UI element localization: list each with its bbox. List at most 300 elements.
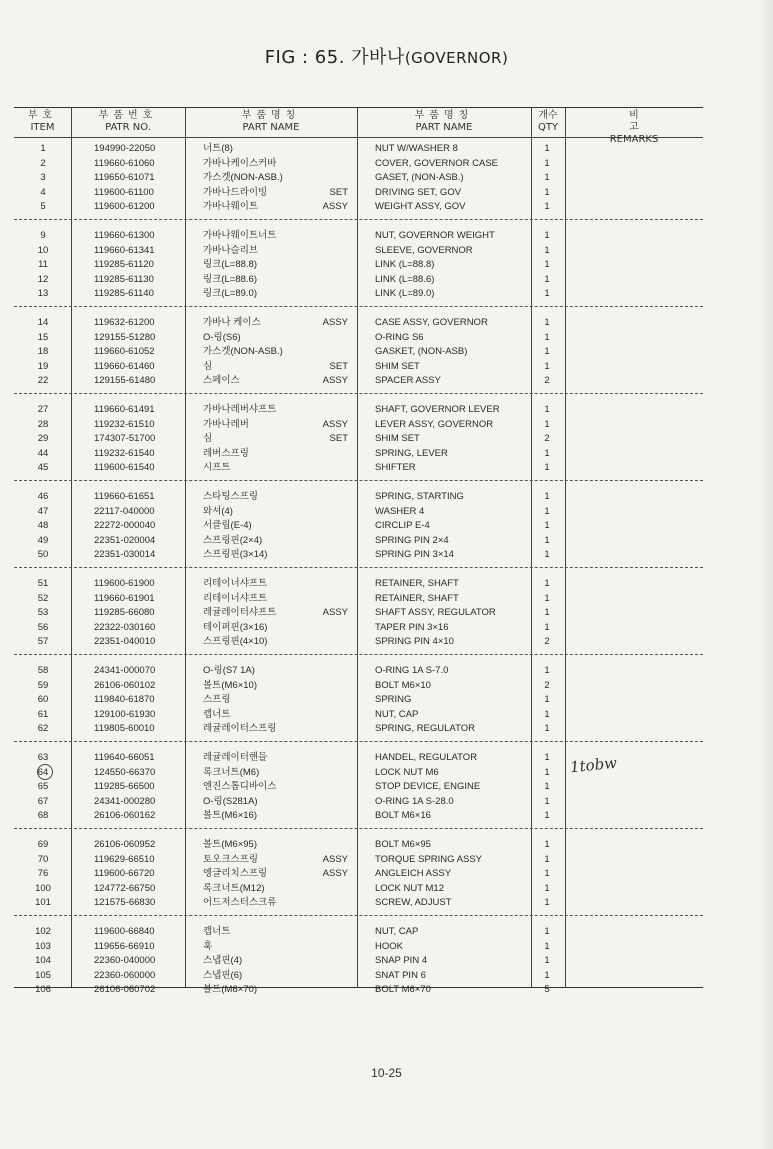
part-number: 22360-060000 [94,969,156,981]
table-row [14,577,703,592]
item-number: 11 [38,259,48,271]
item-number: 103 [35,940,51,952]
item-number: 51 [37,578,49,589]
part-name-en: SPRING, REGULATOR [375,723,475,735]
table-row [14,360,703,375]
part-name-ko: 레귤레이터스프링 [203,723,277,735]
part-number: 22272-000040 [94,520,156,532]
part-name-en: SHIM SET [375,433,420,445]
item-number: 19 [37,360,49,372]
table-row [14,954,703,969]
part-name-en: GASET, (NON-ASB.) [375,172,464,184]
item-number: 49 [37,534,49,546]
part-name-ko: 볼트(M6×10) [203,679,257,691]
quantity: 1 [544,752,550,763]
quantity: 1 [544,491,550,502]
part-name-en: TORQUE SPRING ASSY [375,853,482,865]
part-name-en: TAPER PIN 3×16 [375,621,449,633]
part-name-en: SHAFT, GOVERNOR LEVER [375,404,500,415]
item-highlight-circle [37,764,53,780]
part-number: 119600-61200 [94,201,155,213]
part-name-en: SNAT PIN 6 [375,969,426,981]
part-name-ko: 링크(L=88.6) [203,273,258,285]
part-number: 129100-61930 [94,708,156,720]
quantity: 1 [544,288,550,300]
quantity: 1 [544,505,550,517]
part-name-ko: 링크(L=88.8) [203,259,258,271]
quantity: 1 [544,317,550,328]
quantity: 1 [544,244,550,256]
part-type: SET [329,186,348,198]
part-name-ko: 가바나레버 [203,418,249,430]
item-number: 1 [40,143,46,154]
part-name-en: BOLT M6×16 [375,810,431,822]
table-row [14,432,703,447]
table-header [14,108,703,145]
part-name-ko: 토오크스프링 [203,853,259,865]
part-name-ko: 시프트 [203,462,231,474]
quantity: 1 [544,882,550,894]
part-name-ko: 스프링핀(2×4) [203,534,263,546]
table-row [14,838,703,853]
quantity: 1 [544,868,550,880]
part-number: 124550-66370 [94,766,156,778]
table-row [14,708,703,723]
table-row [14,244,703,259]
header-remarks: 비고 REMARKS [609,110,679,145]
item-number: 18 [37,346,49,358]
item-number: 4 [40,186,46,198]
item-number: 69 [37,839,49,850]
part-number: 119805-60010 [94,723,155,735]
part-name-ko: 캡너트 [203,708,231,720]
part-name-en: CASE ASSY, GOVERNOR [375,317,488,328]
part-name-en: LOCK NUT M6 [375,766,439,778]
quantity: 1 [544,273,550,285]
part-name-en: DRIVING SET, GOV [375,186,462,198]
part-name-en: SPRING PIN 2×4 [375,534,449,546]
part-name-ko: 스냅핀(4) [203,955,243,967]
item-number: 61 [37,708,49,720]
part-name-ko: O-링(S281A) [203,795,258,807]
item-number: 65 [37,781,49,793]
part-name-en: SHIM SET [375,360,420,372]
part-number: 119600-61100 [94,186,154,198]
item-number: 106 [35,984,51,996]
part-name-ko: 가바나드라이빙 [203,186,268,198]
part-number: 22360-040000 [94,955,156,967]
table-row [14,809,703,824]
part-name-ko: 어드저스터스크류 [203,897,277,909]
item-number: 44 [37,447,49,459]
part-name-en: STOP DEVICE, ENGINE [375,781,481,793]
part-name-ko: 레귤레이터핸들 [203,752,268,763]
item-number: 5 [40,201,46,213]
item-number: 12 [37,273,49,285]
part-name-ko: 캡너트 [203,926,231,937]
quantity: 1 [544,897,550,909]
part-name-en: SPACER ASSY [375,375,441,387]
part-name-en: SHIFTER [375,462,416,474]
part-number: 119660-61651 [94,491,155,502]
part-type: ASSY [322,868,348,880]
quantity: 2 [544,375,550,387]
table-row [14,345,703,360]
part-number: 194990-22050 [94,143,156,154]
part-name-en: BOLT M6×70 [375,984,431,996]
part-name-en: SPRING, STARTING [375,491,464,502]
item-number: 101 [35,897,51,909]
part-number: 119232-61510 [94,418,155,430]
quantity: 1 [544,607,550,619]
quantity: 1 [544,157,550,169]
group-separator [14,306,703,307]
part-name-en: SPRING, LEVER [375,447,448,459]
quantity: 1 [544,578,550,589]
group-separator [14,393,703,394]
part-name-ko: 스프링 [203,694,231,706]
part-number: 124772-66750 [94,882,156,894]
title-main: FIG : 65. 가바나 [264,47,405,68]
part-number: 119600-66840 [94,926,155,937]
part-name-ko: 볼트(M6×16) [203,810,257,822]
item-number: 67 [37,795,49,807]
part-name-ko: 스타팅스프링 [203,491,259,502]
item-number: 60 [37,694,49,706]
part-number: 119600-61900 [94,578,155,589]
part-number: 119660-61491 [94,404,155,415]
quantity: 1 [544,346,550,358]
part-number: 22351-030014 [94,549,156,561]
part-name-ko: 테이퍼핀(3×16) [203,621,268,633]
part-name-en: BOLT M6×95 [375,839,431,850]
item-number: 45 [37,462,49,474]
table-row [14,505,703,520]
part-name-ko: O-링(S7 1A) [203,665,255,676]
table-row [14,853,703,868]
part-name-en: RETAINER, SHAFT [375,578,459,589]
item-number: 28 [37,418,49,430]
table-row [14,969,703,984]
page-edge-shadow [759,0,773,1149]
part-number: 26106-060102 [94,679,156,691]
item-number: 63 [37,752,49,763]
table-row [14,461,703,476]
part-type: ASSY [322,418,348,430]
item-number: 22 [37,375,49,387]
table-row [14,287,703,302]
item-number: 58 [37,665,49,676]
quantity: 2 [544,433,550,445]
item-number: 29 [37,433,49,445]
table-row [14,142,703,157]
table-row [14,374,703,389]
part-name-en: WEIGHT ASSY, GOV [375,201,466,213]
quantity: 1 [544,186,550,198]
table-row [14,519,703,534]
table-row [14,316,703,331]
quantity: 1 [544,447,550,459]
quantity: 1 [544,940,550,952]
table-row [14,664,703,679]
part-number: 119660-61060 [94,157,155,169]
part-number: 119629-66510 [94,853,155,865]
part-name-ko: 엔진스톱디바이스 [203,781,277,793]
part-type: ASSY [322,201,348,213]
part-number: 26106-060162 [94,810,156,822]
quantity: 1 [544,723,550,735]
part-name-en: SPRING PIN 4×10 [375,636,454,648]
table-row [14,171,703,186]
table-row [14,548,703,563]
table-row [14,867,703,882]
part-number: 129155-51280 [94,331,156,343]
part-name-en: SCREW, ADJUST [375,897,452,909]
quantity: 1 [544,839,550,850]
item-number: 53 [37,607,49,619]
part-number: 174307-51700 [94,433,156,445]
part-number: 24341-000280 [94,795,156,807]
group-separator [14,828,703,829]
quantity: 2 [544,636,550,648]
part-name-en: HOOK [375,940,403,952]
part-name-en: LINK (L=88.8) [375,259,435,271]
item-number: 48 [37,520,49,532]
item-number: 47 [37,505,49,517]
part-type: SET [329,433,348,445]
quantity: 1 [544,708,550,720]
quantity: 1 [544,955,550,967]
part-name-ko: O-링(S6) [203,331,241,343]
part-name-en: CIRCLIP E-4 [375,520,430,532]
item-number: 70 [37,853,49,865]
part-number: 22322-030160 [94,621,156,633]
item-number: 56 [37,621,49,633]
part-name-en: NUT, CAP [375,926,419,937]
quantity: 1 [544,462,550,474]
part-name-en: LINK (L=89.0) [375,288,435,300]
quantity: 1 [544,810,550,822]
group-separator [14,915,703,916]
item-number: 10 [37,244,49,256]
part-number: 129155-61480 [94,375,156,387]
group-separator [14,741,703,742]
quantity: 1 [544,360,550,372]
table-row [14,606,703,621]
part-number: 119632-61200 [94,317,155,328]
item-number: 52 [37,592,49,604]
part-number: 26106-060952 [94,839,156,850]
part-number: 26106-060702 [94,984,156,996]
table-row [14,331,703,346]
part-number: 22351-040010 [94,636,156,648]
part-name-en: NUT, CAP [375,708,419,720]
quantity: 2 [544,679,550,691]
item-number: 62 [37,723,49,735]
quantity: 1 [544,143,550,154]
quantity: 1 [544,621,550,633]
quantity: 1 [544,969,550,981]
part-name-en: GASKET, (NON-ASB) [375,346,468,358]
quantity: 1 [544,549,550,561]
part-name-ko: 리테이너샤프트 [203,592,268,604]
table-row [14,403,703,418]
quantity: 1 [544,665,550,676]
title-sub: (GOVERNOR) [404,49,509,67]
header-item: 부호 ITEM [27,110,58,133]
part-number: 119840-61870 [94,694,155,706]
part-name-ko: 리테이너샤프트 [203,578,268,589]
item-number: 2 [40,157,46,169]
part-name-ko: 록크너트(M12) [203,882,265,894]
quantity: 5 [544,984,550,996]
table-row [14,418,703,433]
item-number: 68 [37,810,49,822]
part-number: 119232-61540 [94,447,155,459]
quantity: 1 [544,926,550,937]
group-separator [14,654,703,655]
part-number: 119285-61120 [94,259,154,271]
part-name-en: ANGLEICH ASSY [375,868,452,880]
header-part-no: 부품번호 PATR NO. [98,110,158,133]
part-name-en: NUT W/WASHER 8 [375,143,458,154]
part-name-en: SHAFT ASSY, REGULATOR [375,607,496,619]
item-number: 50 [37,549,49,561]
part-number: 119656-66910 [94,940,155,952]
part-name-ko: 링크(L=89.0) [203,288,258,300]
part-name-en: O-RING 1A S-7.0 [375,665,449,676]
quantity: 1 [544,201,550,213]
part-name-ko: 가바나레버샤프트 [203,404,277,415]
table-row [14,780,703,795]
item-number: 105 [35,969,51,981]
table-row [14,258,703,273]
table-row [14,447,703,462]
part-name-en: WASHER 4 [375,505,425,517]
part-name-en: RETAINER, SHAFT [375,592,459,604]
header-part-name-ko: 부품명칭 PART NAME [241,110,301,133]
part-name-ko: 가바나웨이트 [203,201,259,213]
header-qty: 개수 QTY [537,110,559,133]
part-name-ko: 가바나슬리브 [203,244,259,256]
table-row [14,157,703,172]
part-name-ko: 가바나 케이스 [203,317,261,328]
part-number: 22117-040000 [94,505,155,517]
group-separator [14,480,703,481]
quantity: 1 [544,230,550,241]
part-name-en: COVER, GOVERNOR CASE [375,157,498,169]
quantity: 1 [544,694,550,706]
group-separator [14,567,703,568]
page-number: 10-25 [371,1066,402,1080]
part-name-en: LOCK NUT M12 [375,882,444,894]
table-row [14,693,703,708]
part-type: ASSY [322,317,348,328]
quantity: 1 [544,766,550,778]
part-name-en: BOLT M6×10 [375,679,431,691]
page-title [0,43,773,69]
part-number: 121575-66830 [94,897,156,909]
handwritten-remark: 1tobw [569,753,618,777]
item-number: 9 [40,230,46,241]
part-name-en: LINK (L=88.6) [375,273,435,285]
part-name-ko: 가스겟(NON-ASB.) [203,172,283,184]
item-number: 46 [37,491,49,502]
part-name-en: O-RING S6 [375,331,424,343]
table-row [14,925,703,940]
part-name-ko: 레귤레이터샤프트 [203,607,277,619]
table-row [14,635,703,650]
quantity: 1 [544,172,550,184]
part-number: 119285-61140 [94,288,154,300]
table-row [14,273,703,288]
item-number: 15 [37,331,49,343]
table-row [14,795,703,810]
table-row [14,534,703,549]
part-number: 22351-020004 [94,534,156,546]
part-number: 119285-66080 [94,607,155,619]
part-type: SET [329,360,348,372]
part-name-ko: 훅 [203,940,213,952]
part-name-en: O-RING 1A S-28.0 [375,795,454,807]
part-number: 119660-61460 [94,360,155,372]
table-row [14,200,703,215]
part-type: ASSY [322,607,348,619]
part-type: ASSY [322,375,348,387]
table-row [14,722,703,737]
part-name-ko: 가바나케이스커바 [203,157,277,169]
part-name-ko: 록크너트(M6) [203,766,260,778]
quantity: 1 [544,781,550,793]
header-part-name-en: 부품명칭 PART NAME [414,110,474,133]
part-number: 119660-61300 [94,230,155,241]
item-number: 64 [37,766,49,778]
part-number: 119285-66500 [94,781,155,793]
item-number: 3 [40,172,46,184]
part-number: 119640-66051 [94,752,155,763]
table-row [14,679,703,694]
item-number: 59 [37,679,49,691]
table-row [14,621,703,636]
item-number: 100 [35,882,51,894]
part-name-ko: 가스겟(NON-ASB.) [203,346,283,358]
part-number: 24341-000070 [94,665,156,676]
part-name-ko: 서클립(E-4) [203,520,252,532]
table-row [14,490,703,505]
quantity: 1 [544,795,550,807]
group-separator [14,219,703,220]
table-row [14,882,703,897]
part-name-en: HANDEL, REGULATOR [375,752,478,763]
part-type: ASSY [322,853,348,865]
part-number: 119285-61130 [94,273,154,285]
item-number: 14 [37,317,49,328]
item-number: 76 [37,868,49,880]
table-row [14,940,703,955]
part-name-en: SNAP PIN 4 [375,955,428,967]
item-number: 102 [35,926,51,937]
quantity: 1 [544,853,550,865]
part-name-en: NUT, GOVERNOR WEIGHT [375,230,495,241]
part-name-ko: 레버스프링 [203,447,249,459]
part-name-ko: 볼트(M6×95) [203,839,257,850]
part-name-ko: 너트(8) [203,143,233,154]
item-number: 104 [35,955,51,967]
part-name-ko: 스페이스 [203,375,240,387]
table-row [14,896,703,911]
part-name-ko: 심 [203,360,213,372]
table-row [14,983,703,998]
